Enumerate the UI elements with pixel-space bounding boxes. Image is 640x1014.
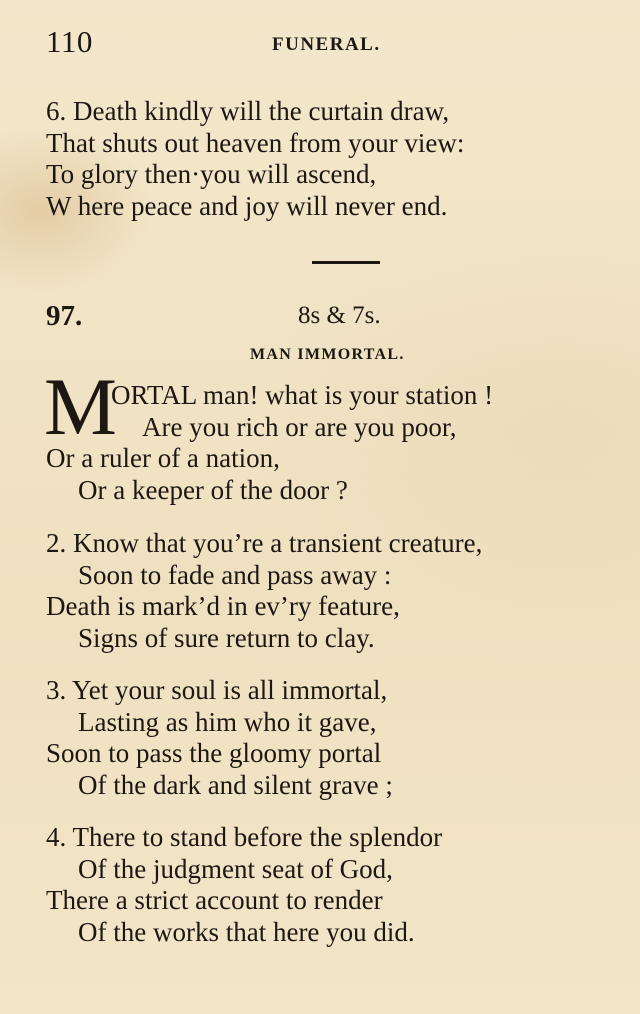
page-header (46, 24, 600, 64)
verse-line: ORTAL man! what is your station ! (111, 380, 494, 410)
running-head: FUNERAL. (272, 34, 381, 55)
hymn-stanza-3 (46, 675, 630, 801)
verse-line: Or a ruler of a nation, (46, 443, 280, 473)
verse-line: 6. Death kindly will the curtain draw, (46, 96, 450, 126)
verse-line: 4. There to stand before the splendor (46, 822, 443, 852)
verse-line: Soon to pass the gloomy portal (46, 738, 382, 768)
hymn-stanza-1 (46, 380, 630, 506)
verse-line: Death is mark’d in ev’ry feature, (46, 591, 400, 621)
verse-line: That shuts out heaven from your view: (46, 127, 465, 158)
verse-line: 2. Know that you’re a transient creature, (46, 528, 483, 558)
verse-line: Of the dark and silent grave ; (78, 769, 393, 800)
verse-line: To glory then·you will ascend, (46, 159, 377, 189)
verse-line: W here peace and joy will never end. (46, 190, 448, 221)
verse-line: Lasting as him who it gave, (78, 706, 377, 737)
hymn-title: MAN IMMORTAL. (250, 346, 405, 363)
hymn-header (46, 300, 600, 340)
verse-line: Soon to fade and pass away : (78, 559, 392, 590)
hymn-meter: 8s & 7s. (298, 302, 381, 329)
verse-line: Or a keeper of the door ? (78, 474, 348, 505)
page-number: 110 (46, 24, 93, 59)
previous-hymn-stanza-6 (46, 96, 630, 222)
hymn-stanza-4 (46, 822, 630, 948)
section-divider-rule (312, 261, 380, 264)
verse-line: Signs of sure return to clay. (78, 622, 375, 653)
verse-line: 3. Yet your soul is all immortal, (46, 675, 388, 705)
verse-line: Are you rich or are you poor, (142, 411, 457, 442)
verse-line: There a strict account to render (46, 885, 383, 915)
drop-cap-letter: M (44, 361, 117, 452)
hymn-stanza-2 (46, 528, 630, 654)
hymn-number: 97. (46, 300, 83, 332)
verse-line: Of the judgment seat of God, (78, 853, 393, 884)
verse-line: Of the works that here you did. (78, 916, 415, 947)
